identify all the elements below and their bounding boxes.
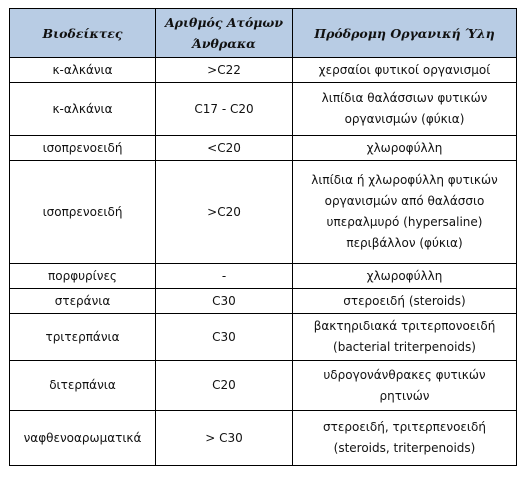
biomarker-cell: ναφθενοαρωματικά	[10, 411, 156, 466]
biomarker-cell: ισοπρενοειδή	[10, 161, 156, 264]
carbon-cell: C30	[156, 289, 293, 314]
table-row	[10, 264, 517, 289]
carbon-cell: <C20	[156, 136, 293, 161]
source-cell: λιπίδια θαλάσσιων φυτικών οργανισμών (φύκια)	[293, 83, 517, 136]
header-carbon-atoms: Αριθμός Ατόμων Άνθρακα	[156, 9, 293, 58]
source-cell: υδρογονάνθρακες φυτικών ρητινών	[293, 361, 517, 411]
biomarker-cell: στεράνια	[10, 289, 156, 314]
header-organic-source: Πρόδρομη Οργανική Ύλη	[293, 9, 517, 58]
table-row	[10, 361, 517, 411]
biomarker-table-container	[9, 8, 517, 466]
carbon-cell: -	[156, 264, 293, 289]
table-row	[10, 314, 517, 361]
source-cell: χλωροφύλλη	[293, 136, 517, 161]
carbon-cell: C20	[156, 361, 293, 411]
biomarker-cell: τριτερπάνια	[10, 314, 156, 361]
table-row	[10, 289, 517, 314]
header-biomarkers: Βιοδείκτες	[10, 9, 156, 58]
biomarker-cell: πορφυρίνες	[10, 264, 156, 289]
table-row	[10, 136, 517, 161]
biomarker-cell: κ-αλκάνια	[10, 58, 156, 83]
carbon-cell: > C30	[156, 411, 293, 466]
source-cell: στεροειδή, τριτερπενοειδή (steroids, triterpenoids)	[293, 411, 517, 466]
biomarker-cell: διτερπάνια	[10, 361, 156, 411]
carbon-cell: >C20	[156, 161, 293, 264]
source-cell: χερσαίοι φυτικοί οργανισμοί	[293, 58, 517, 83]
source-cell: στεροειδή (steroids)	[293, 289, 517, 314]
table-row	[10, 58, 517, 83]
table-row	[10, 411, 517, 466]
carbon-cell: >C22	[156, 58, 293, 83]
table-row	[10, 161, 517, 264]
biomarker-cell: ισοπρενοειδή	[10, 136, 156, 161]
carbon-cell: C17 - C20	[156, 83, 293, 136]
source-cell: βακτηριδιακά τριτερπονοειδή (bacterial triterpenoids)	[293, 314, 517, 361]
table-header-row	[10, 9, 517, 58]
carbon-cell: C30	[156, 314, 293, 361]
source-cell: λιπίδια ή χλωροφύλλη φυτικών οργανισμών από θαλάσσιο υπεραλμυρό (hypersaline) περιβάλλον (φύκια)	[293, 161, 517, 264]
biomarker-cell: κ-αλκάνια	[10, 83, 156, 136]
biomarker-table	[9, 8, 517, 466]
table-row	[10, 83, 517, 136]
source-cell: χλωροφύλλη	[293, 264, 517, 289]
